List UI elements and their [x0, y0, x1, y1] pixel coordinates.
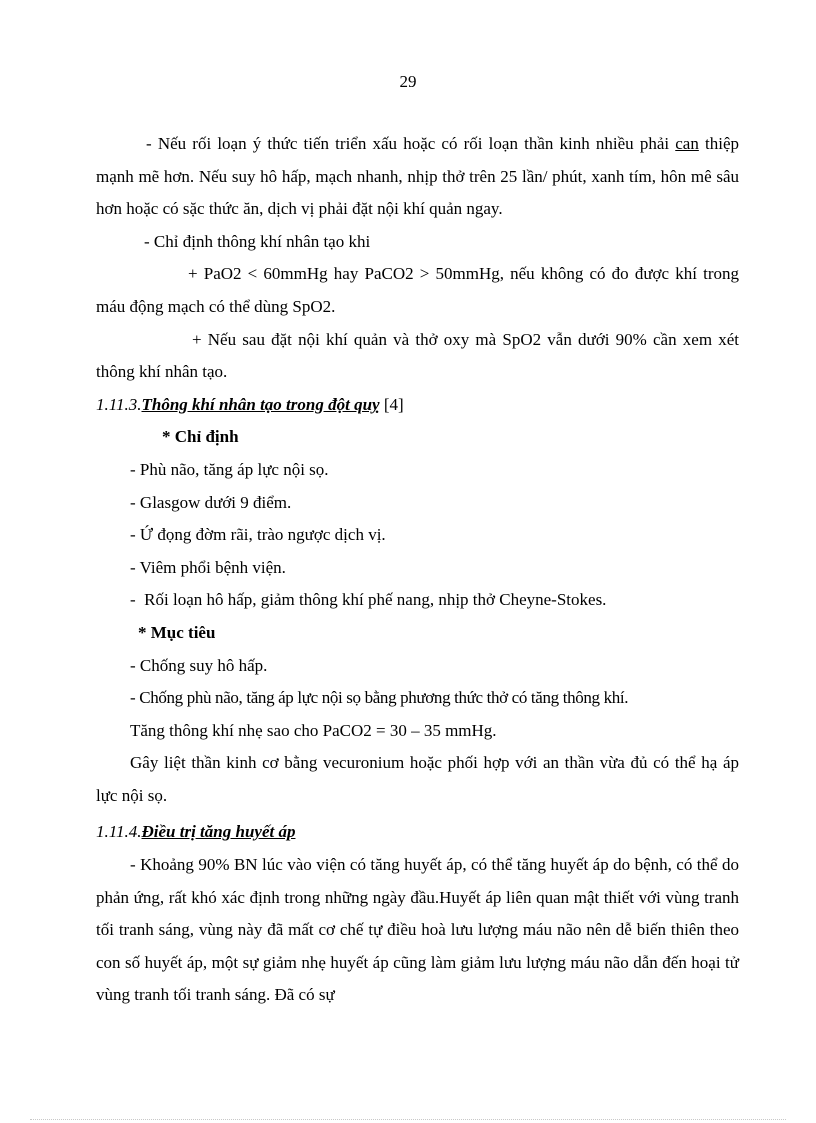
page-bottom-divider	[30, 1119, 786, 1120]
paragraph-spo2: + Nếu sau đặt nội khí quản và thở oxy mà SpO2 vẫn dưới 90% cần xem xét thông khí nhân tạo.	[96, 329, 739, 382]
list-item: - Ứ đọng đờm rãi, trào ngược dịch vị.	[130, 525, 386, 545]
list-item: - Phù não, tăng áp lực nội sọ.	[130, 459, 329, 479]
document-body	[96, 128, 739, 1012]
subheading-muc-tieu: * Mục tiêu	[138, 622, 216, 642]
section-title: Điều trị tăng huyết áp	[141, 822, 296, 842]
reference: [4]	[379, 394, 404, 414]
page-number: 29	[399, 72, 417, 91]
text-run: thiệp mạnh mẽ hơn. Nếu suy hô hấp, mạch nhanh, nhịp thở trên 25 lần/ phút, xanh tím, hôn mê sâu hơn hoặc có sặc thức ăn, dịch vị phải đặt nội khí quản ngay.	[96, 134, 739, 219]
section-title: Thông khí nhân tạo trong đột quỵ	[141, 394, 380, 414]
paragraph-paralysis: Gây liệt thần kinh cơ bằng vecuronium hoặc phối hợp với an thần vừa đủ có thể hạ áp lực nội sọ.	[96, 753, 739, 805]
list-item: - Glasgow dưới 9 điểm.	[130, 492, 292, 512]
list-item: - Viêm phổi bệnh viện.	[130, 557, 286, 577]
list-item: - Rối loạn hô hấp, giảm thông khí phế nang, nhịp thở Cheyne-Stokes.	[130, 590, 607, 610]
paragraph-pao2: + PaO2 < 60mmHg hay PaCO2 > 50mmHg, nếu không có đo được khí trong máu động mạch có thể dùng SpO2.	[96, 264, 739, 316]
text-run: - Nếu rối loạn ý thức tiến triển xấu hoặc có rối loạn thần kinh nhiều phải	[146, 134, 676, 153]
paragraph-consciousness	[96, 128, 739, 226]
paragraph-indication-header: - Chỉ định thông khí nhân tạo khi	[144, 231, 371, 251]
section-heading-hypertension	[96, 816, 739, 849]
section-heading-ventilation	[96, 389, 739, 422]
paragraph-hyperventilation: Tăng thông khí nhẹ sao cho PaCO2 = 30 – 35 mmHg.	[130, 720, 497, 740]
section-number: 1.11.4.	[96, 822, 142, 842]
paragraph-hypertension: - Khoảng 90% BN lúc vào viện có tăng huyết áp, có thể tăng huyết áp do bệnh, có thể do phản ứng, rất khó xác định trong những ngày đầu.Huyết áp liên quan mật thiết với vùng tranh tối tranh sáng, vùng này đã mất cơ chế tự điều hoà lưu lượng máu não nên dễ biến thiên theo con số huyết áp, một sự giảm nhẹ huyết áp cũng làm giảm lưu lượng máu não dẫn đến hoại tử vùng tranh tối tranh sáng. Đã có sự	[96, 855, 739, 1005]
subheading-chi-dinh: * Chỉ định	[162, 427, 239, 447]
list-item: - Chống suy hô hấp.	[130, 655, 268, 675]
underlined-word: can	[675, 134, 699, 153]
section-number: 1.11.3.	[96, 394, 142, 414]
list-item: - Chống phù não, tăng áp lực nội sọ bằng phương thức thở có tăng thông khí.	[130, 688, 629, 708]
